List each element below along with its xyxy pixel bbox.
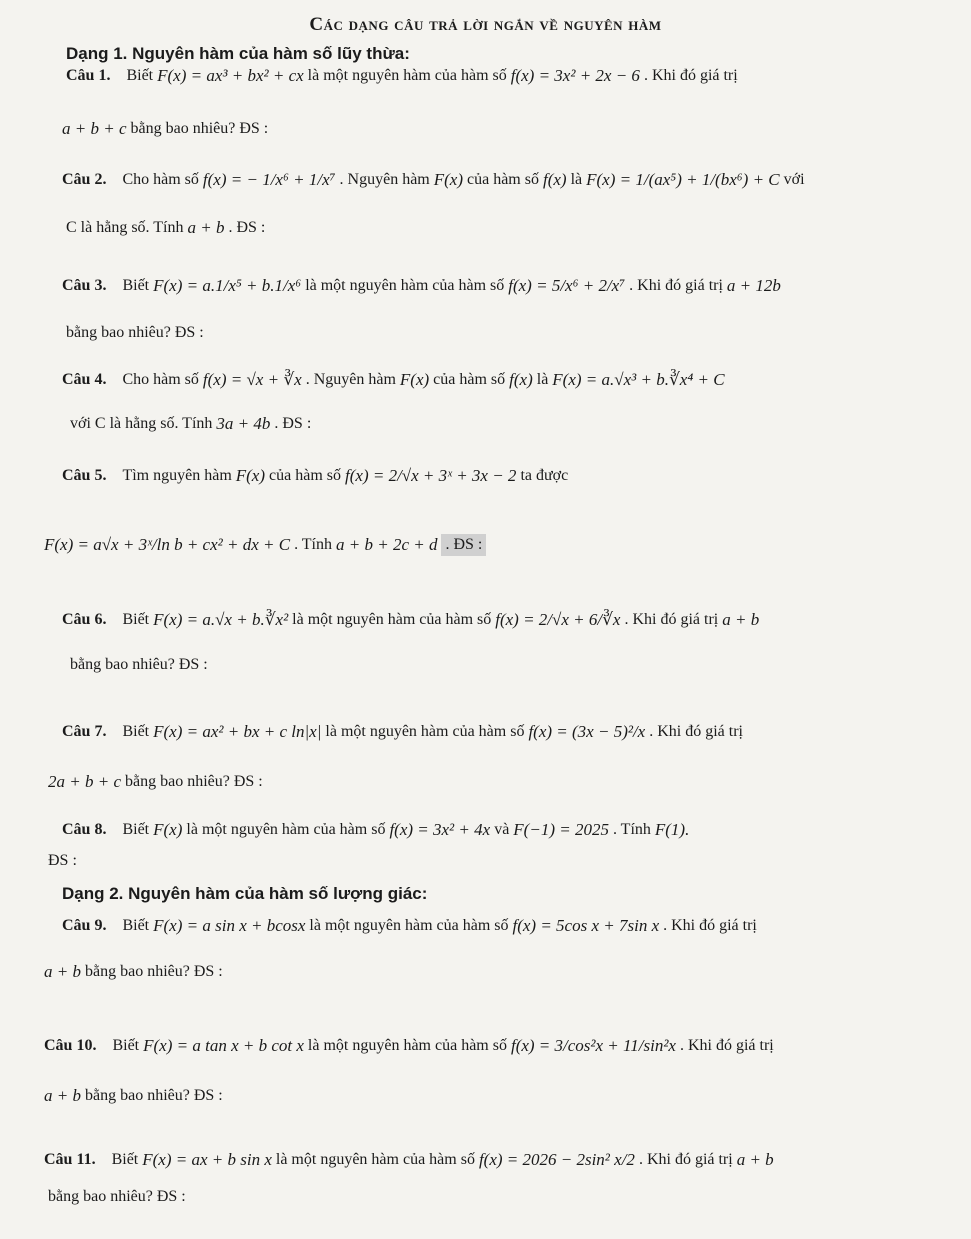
text: Tìm nguyên hàm bbox=[122, 467, 232, 484]
question-2-line-2 bbox=[62, 218, 269, 238]
formula: 3a + 4b bbox=[216, 414, 271, 433]
question-4-line-2 bbox=[66, 414, 315, 434]
question-label: Câu 8. bbox=[62, 821, 107, 838]
text: Biết bbox=[111, 1151, 139, 1168]
formula: a + b bbox=[44, 1086, 81, 1105]
text: là bbox=[536, 371, 549, 388]
formula: 2a + b + c bbox=[48, 772, 121, 791]
text: bằng bao nhiêu? ĐS : bbox=[84, 1087, 223, 1104]
formula: F(x) bbox=[235, 466, 266, 485]
text: . ĐS : bbox=[228, 219, 266, 236]
formula: f(x) = 3x² + 4x bbox=[389, 820, 491, 839]
text: ĐS : bbox=[48, 852, 77, 869]
text: ta được bbox=[520, 467, 569, 484]
text: . Tính bbox=[294, 536, 332, 553]
formula: F(x) = ax + b sin x bbox=[142, 1150, 272, 1169]
text: bằng bao nhiêu? ĐS : bbox=[84, 963, 223, 980]
text: và bbox=[494, 821, 510, 838]
question-label: Câu 5. bbox=[62, 467, 107, 484]
question-7-line-2 bbox=[48, 772, 267, 792]
formula: F(x) = a.1/x⁵ + b.1/x⁶ bbox=[153, 276, 302, 295]
text: Biết bbox=[112, 1037, 140, 1054]
text: là một nguyên hàm của hàm số bbox=[292, 611, 492, 628]
text: của hàm số bbox=[467, 171, 539, 188]
text: . Nguyên hàm bbox=[339, 171, 430, 188]
formula: F(x) = 1/(ax⁵) + 1/(bx⁶) + C bbox=[586, 170, 780, 189]
formula: f(x) = 2/√x + 3ˣ + 3x − 2 bbox=[345, 466, 517, 485]
text: Cho hàm số bbox=[122, 371, 199, 388]
question-11-line-2 bbox=[44, 1188, 190, 1206]
formula: F(−1) = 2025 bbox=[513, 820, 609, 839]
question-4 bbox=[62, 370, 725, 390]
text: . Khi đó giá trị bbox=[643, 67, 738, 84]
text: là một nguyên hàm của hàm số bbox=[305, 277, 505, 294]
text: là một nguyên hàm của hàm số bbox=[309, 917, 509, 934]
text: là một nguyên hàm của hàm số bbox=[307, 1037, 507, 1054]
question-label: Câu 11. bbox=[44, 1151, 96, 1168]
text: bằng bao nhiêu? ĐS : bbox=[66, 324, 204, 341]
text: . Khi đó giá trị bbox=[663, 917, 757, 934]
formula: F(x) bbox=[433, 170, 463, 189]
text: là một nguyên hàm của hàm số bbox=[325, 723, 525, 740]
text: . Khi đó giá trị bbox=[679, 1037, 774, 1054]
formula: f(x) = 3/cos²x + 11/sin²x bbox=[510, 1036, 676, 1055]
text: của hàm số bbox=[269, 467, 342, 484]
formula: f(x) bbox=[542, 170, 567, 189]
text: . Nguyên hàm bbox=[305, 371, 396, 388]
question-3-line-2 bbox=[62, 324, 208, 342]
formula: F(x) = a.√x³ + b.∛x⁴ + C bbox=[552, 370, 725, 389]
question-label: Câu 3. bbox=[62, 277, 107, 294]
question-8 bbox=[62, 820, 689, 840]
section-heading-2: Dạng 2. Nguyên hàm của hàm số lượng giác: bbox=[62, 884, 428, 903]
question-11 bbox=[44, 1150, 774, 1170]
text: của hàm số bbox=[433, 371, 506, 388]
question-label: Câu 7. bbox=[62, 723, 107, 740]
formula: F(x) = a.√x + b.∛x² bbox=[153, 610, 289, 629]
text: Biết bbox=[122, 821, 150, 838]
formula: F(x) = ax² + bx + c ln|x| bbox=[153, 722, 322, 741]
text: Biết bbox=[122, 611, 150, 628]
formula: f(x) = (3x − 5)²/x bbox=[528, 722, 646, 741]
formula: f(x) = 2026 − 2sin² x/2 bbox=[478, 1150, 635, 1169]
formula: f(x) = √x + ∛x bbox=[202, 370, 302, 389]
text: bằng bao nhiêu? ĐS : bbox=[70, 656, 208, 673]
formula: F(x) = ax³ + bx² + cx bbox=[157, 66, 304, 85]
text: với C là hằng số. Tính bbox=[70, 415, 213, 432]
text: với bbox=[783, 171, 805, 188]
text: . Khi đó giá trị bbox=[649, 723, 743, 740]
formula: a + b + 2c + d bbox=[336, 535, 438, 554]
question-label: Câu 10. bbox=[44, 1037, 97, 1054]
text: . ĐS : bbox=[274, 415, 312, 432]
question-6 bbox=[62, 610, 759, 630]
question-label: Câu 4. bbox=[62, 371, 107, 388]
question-1 bbox=[66, 66, 742, 86]
page-title: Các dạng câu trả lời ngắn về nguyên hàm bbox=[309, 14, 662, 35]
formula: a + b bbox=[187, 218, 225, 237]
question-8-line-2 bbox=[44, 852, 81, 870]
text: bằng bao nhiêu? ĐS : bbox=[125, 773, 263, 790]
question-label: Câu 6. bbox=[62, 611, 107, 628]
text: là bbox=[570, 171, 583, 188]
formula: f(x) bbox=[509, 370, 533, 389]
formula: F(x) = a tan x + b cot x bbox=[143, 1036, 304, 1055]
question-9 bbox=[62, 916, 761, 936]
text: . Khi đó giá trị bbox=[629, 277, 723, 294]
text: Biết bbox=[126, 67, 154, 84]
formula: a + 12b bbox=[726, 276, 781, 295]
text: là một nguyên hàm của hàm số bbox=[275, 1151, 475, 1168]
question-2 bbox=[62, 170, 809, 190]
text: Biết bbox=[122, 917, 150, 934]
question-7 bbox=[62, 722, 747, 742]
formula: a + b bbox=[44, 962, 81, 981]
formula: F(x) bbox=[399, 370, 430, 389]
text: bằng bao nhiêu? ĐS : bbox=[48, 1188, 186, 1205]
question-10 bbox=[44, 1036, 778, 1056]
formula: f(x) = − 1/x⁶ + 1/x⁷ bbox=[202, 170, 336, 189]
question-3 bbox=[62, 276, 781, 296]
question-label: Câu 1. bbox=[66, 67, 111, 84]
text: . Tính bbox=[612, 821, 651, 838]
text: bằng bao nhiêu? ĐS : bbox=[130, 120, 269, 137]
formula: f(x) = 3x² + 2x − 6 bbox=[510, 66, 640, 85]
formula: a + b + c bbox=[62, 119, 127, 138]
question-label: Câu 2. bbox=[62, 171, 107, 188]
text: là một nguyên hàm của hàm số bbox=[186, 821, 386, 838]
text: Biết bbox=[122, 723, 150, 740]
question-5-line-2 bbox=[44, 534, 490, 556]
formula: f(x) = 5cos x + 7sin x bbox=[512, 916, 660, 935]
formula: a + b bbox=[722, 610, 760, 629]
question-10-line-2 bbox=[44, 1086, 227, 1106]
section-heading-1: Dạng 1. Nguyên hàm của hàm số lũy thừa: bbox=[66, 44, 410, 63]
text: Biết bbox=[122, 277, 150, 294]
formula: F(x) bbox=[153, 820, 183, 839]
formula: a + b bbox=[736, 1150, 774, 1169]
text: là một nguyên hàm của hàm số bbox=[307, 67, 507, 84]
question-1-line-2 bbox=[62, 119, 272, 139]
formula: F(x) = a sin x + bcosx bbox=[153, 916, 306, 935]
formula: f(x) = 5/x⁶ + 2/x⁷ bbox=[508, 276, 626, 295]
text: . Khi đó giá trị bbox=[624, 611, 719, 628]
question-6-line-2 bbox=[66, 656, 212, 674]
formula: f(x) = 2/√x + 6/∛x bbox=[495, 610, 621, 629]
formula: F(x) = a√x + 3ˣ/ln b + cx² + dx + C bbox=[44, 535, 291, 554]
text: Cho hàm số bbox=[122, 171, 199, 188]
formula: F(1). bbox=[654, 820, 690, 839]
question-label: Câu 9. bbox=[62, 917, 107, 934]
question-5 bbox=[62, 466, 572, 486]
answer-highlight: . ĐS : bbox=[441, 534, 486, 556]
question-9-line-2 bbox=[44, 962, 227, 982]
text: C là hằng số. Tính bbox=[66, 219, 184, 236]
text: . Khi đó giá trị bbox=[638, 1151, 733, 1168]
